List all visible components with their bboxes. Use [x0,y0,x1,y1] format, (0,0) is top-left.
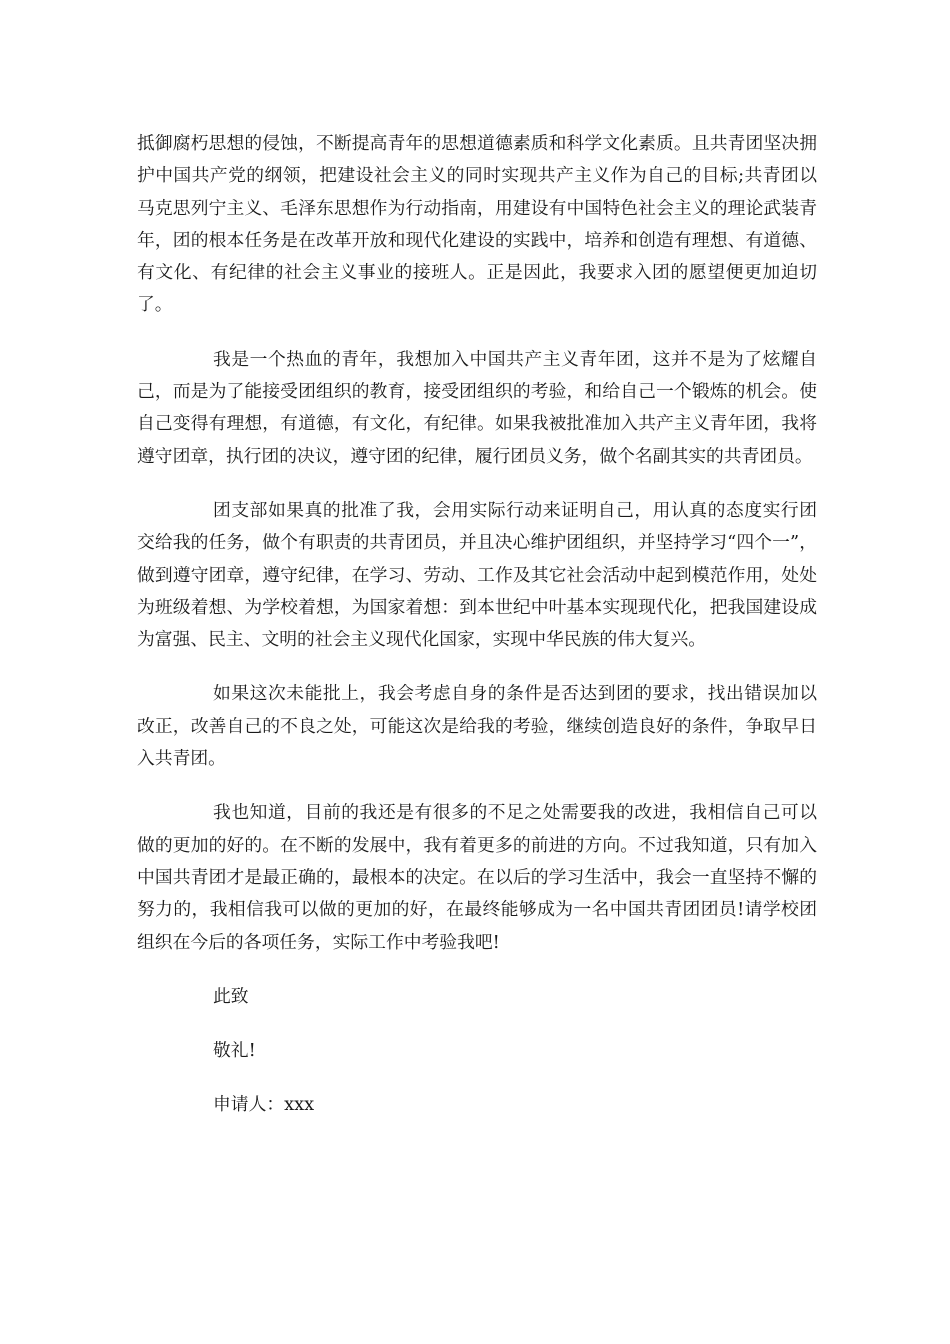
paragraph-motivation: 我是一个热血的青年，我想加入中国共产主义青年团，这并不是为了炫耀自己，而是为了能接受团组织的教育，接受团组织的考验，和给自己一个锻炼的机会。使自己变得有理想，有道德，有文化，有纪律。如果我被批准加入共产主义青年团，我将遵守团章，执行团的决议，遵守团的纪律，履行团员义务，做个名副其实的共青团员。 [137,348,817,467]
letter-body [137,128,817,1144]
closing-regards: 敬礼! [213,1040,256,1062]
paragraph-continued: 抵御腐朽思想的侵蚀，不断提高青年的思想道德素质和科学文化素质。且共青团坚决拥护中国共产党的纲领，把建设社会主义的同时实现共产主义作为自己的目标;共青团以马克思列宁主义、毛泽东思想作为行动指南，用建设有中国特色社会主义的理论武装青年，团的根本任务是在改革开放和现代化建设的实践中，培养和创造有理想、有道德、有文化、有纪律的社会主义事业的接班人。正是因此，我要求入团的愿望便更加迫切了。 [137,133,817,316]
paragraph-if-rejected: 如果这次未能批上，我会考虑自身的条件是否达到团的要求，找出错误加以改正，改善自己的不良之处，可能这次是给我的考验，继续创造良好的条件，争取早日入共青团。 [137,683,817,770]
paragraph-self-reflection: 我也知道，目前的我还是有很多的不足之处需要我的改进，我相信自己可以做的更加的好的。在不断的发展中，我有着更多的前进的方向。不过我知道，只有加入中国共青团才是最正确的，最根本的决定。在以后的学习生活中，我会一直坚持不懈的努力的，我相信我可以做的更加的好，在最终能够成为一名中国共青团团员!请学校团组织在今后的各项任务，实际工作中考验我吧! [137,802,817,953]
closing-salutation: 此致 [213,985,249,1007]
applicant-signature: 申请人：xxx [213,1094,315,1116]
paragraph-commitment: 团支部如果真的批准了我，会用实际行动来证明自己，用认真的态度实行团交给我的任务，做个有职责的共青团员，并且决心维护团组织，并坚持学习“四个一”，做到遵守团章，遵守纪律，在学习、劳动、工作及其它社会活动中起到模范作用，处处为班级着想、为学校着想，为国家着想：到本世纪中叶基本实现现代化，把我国建设成为富强、民主、文明的社会主义现代化国家，实现中华民族的伟大复兴。 [137,499,817,651]
